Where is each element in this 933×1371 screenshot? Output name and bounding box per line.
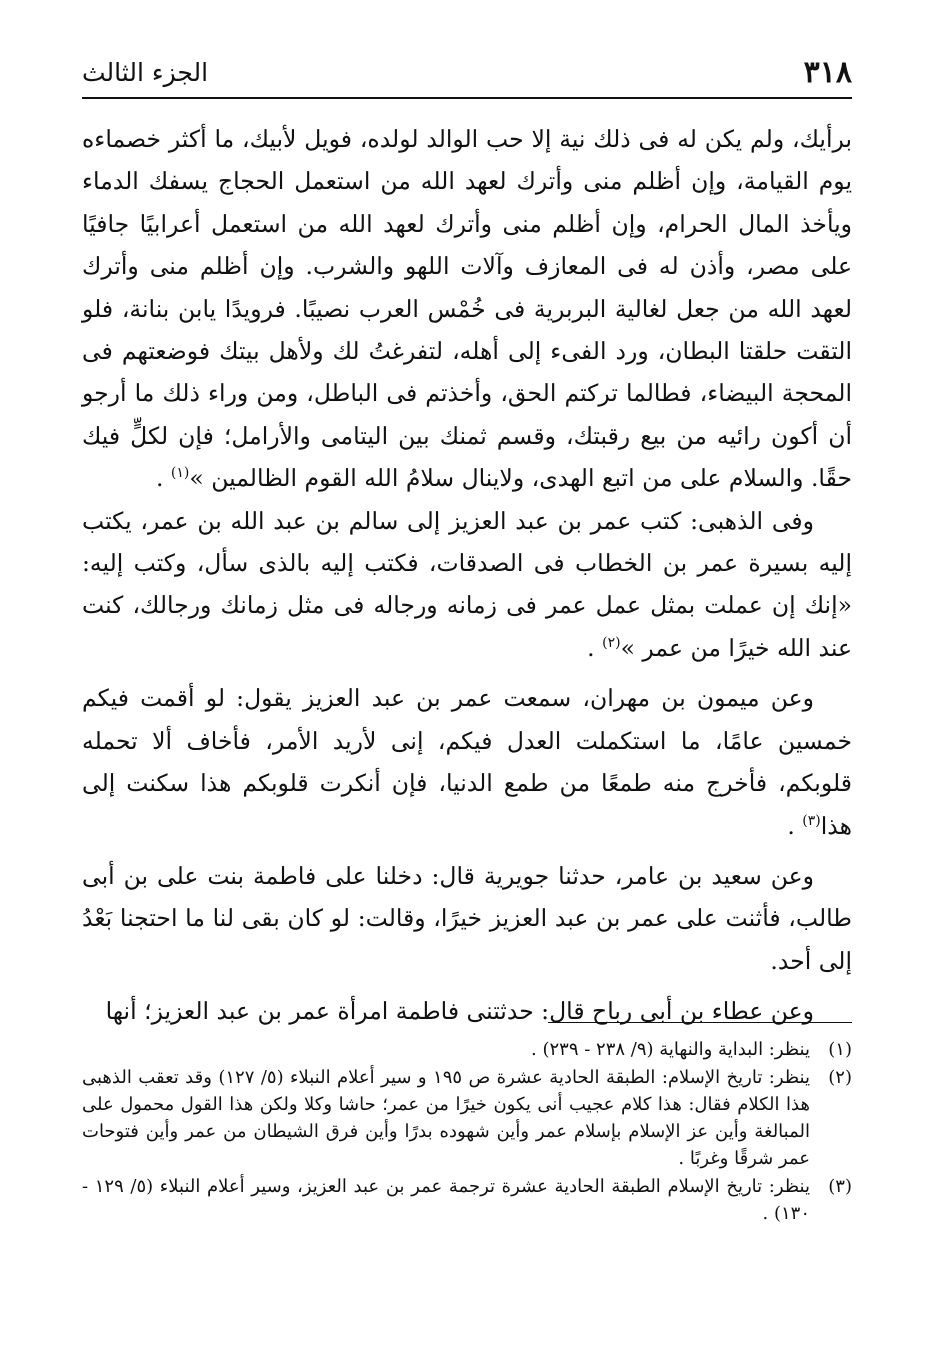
paragraph-3-text: وعن ميمون بن مهران، سمعت عمر بن عبد العزيز يقول: لو أقمت فيكم خمسين عامًا، ما استكملت العدل فيكم، إنى لأريد الأمر، فأخاف ألا تحمله قلوبكم، فأخرج منه طمعًا من طمع الدنيا، فإن أنكرت قلوبكم هذا سكنت إلى هذا	[82, 684, 852, 840]
footnote-number: (٢)	[828, 1067, 852, 1088]
part-title: الجزء الثالث	[82, 58, 209, 87]
paragraph-3: وعن ميمون بن مهران، سمعت عمر بن عبد العزيز يقول: لو أقمت فيكم خمسين عامًا، ما استكملت العدل فيكم، إنى لأريد الأمر، فأخاف ألا تحمله قلوبكم، فأخرج منه طمعًا من طمع الدنيا، فإن أنكرت قلوبكم هذا سكنت إلى هذا$^{(٣)}$ .	[82, 684, 852, 840]
paragraph-1-text: برأيك، ولم يكن له فى ذلك نية إلا حب الوالد لولده، فويل لأبيك، ما أكثر خصماءه يوم القيامة، وإن أظلم منى وأترك لعهد الله من استعمل الحجاج يسفك الدماء ويأخذ المال الحرام، وإن أظلم منى وأترك لعهد الله من استعمل أعرابيًا جافيًا على مصر، وأذن له فى المعازف وآلات اللهو والشرب. وإن أظلم منى وأترك لعهد الله من جعل لغالية البربرية فى خُمْس العرب نصيبًا. فرويدًا يابن بنانة، فلو التقت حلقتا البطان، ورد الفىء إلى أهله، لتفرغتُ لك ولأهل بيتك فوضعتهم فى المحجة البيضاء، فطالما تركتم الحق، وأخذتم فى الباطل، ومن وراء ذلك ما أرجو أن أكون رائيه من بيع رقبتك، وقسم ثمنك بين اليتامى والأرامل؛ فإن لكلٍّ فيك حقًا. والسلام على من اتبع الهدى، ولاينال سلامُ الله القوم الظالمين »	[82, 125, 852, 493]
footnote-text: ينظر: تاريخ الإسلام: الطبقة الحادية عشرة ص ١٩٥ و سير أعلام النبلاء (٥/ ١٢٧) وقد تعقب الذهبى هذا الكلام فقال: هذا كلام عجيب أنى يكون خيرًا من عمر؛ حاشا وكلا ولكن هذا القول محمول على المبالغة وأين عز الإسلام بإسلام عمر وأين شهوده بدرًا وأين فرق الشيطان من عمر وأين فتوحات عمر شرقًا وغربًا .	[82, 1067, 810, 1169]
page-number: ٣١٨	[803, 55, 852, 90]
main-text	[82, 118, 852, 1033]
footnote-text: ينظر: البداية والنهاية (٩/ ٢٣٨ - ٢٣٩) .	[531, 1039, 810, 1060]
footnote-text: ينظر: تاريخ الإسلام الطبقة الحادية عشرة ترجمة عمر بن عبد العزيز، وسير أعلام النبلاء (٥/ ١٢٩ - ١٣٠) .	[82, 1176, 810, 1224]
footnote-divider	[548, 1022, 852, 1023]
paragraph-5: وعن عطاء بن أبى رباح قال: حدثتنى فاطمة امرأة عمر بن عبد العزيز؛ أنها	[105, 997, 814, 1026]
footnote-ref-3: (٣)	[802, 812, 821, 829]
header-divider	[82, 97, 852, 99]
footnote-ref-1: (١)	[170, 465, 190, 482]
footnote-number: (٣)	[828, 1176, 852, 1197]
footnote-3	[82, 1173, 852, 1227]
footnote-number: (١)	[828, 1039, 852, 1060]
paragraph-2-text: وفى الذهبى: كتب عمر بن عبد العزيز إلى سالم بن عبد الله بن عمر، يكتب إليه بسيرة عمر بن الخطاب فى الصدقات، فكتب إليه بالذى سأل، وكتب إليه: «إنك إن عملت بمثل عمل عمر فى زمانه ورجاله فى مثل زمانك ورجالك، كنت عند الله خيرًا من عمر »	[82, 506, 852, 662]
footnote-ref-2: (٢)	[602, 635, 621, 652]
page-header	[82, 52, 852, 92]
footnote-2	[82, 1064, 852, 1172]
paragraph-2: وفى الذهبى: كتب عمر بن عبد العزيز إلى سالم بن عبد الله بن عمر، يكتب إليه بسيرة عمر بن الخطاب فى الصدقات، فكتب إليه بالذى سأل، وكتب إليه: «إنك إن عملت بمثل عمل عمر فى زمانه ورجاله فى مثل زمانك ورجالك، كنت عند الله خيرًا من عمر »$^{(٢)}$ .	[82, 506, 852, 662]
footnotes	[82, 1036, 852, 1228]
footnote-1	[82, 1036, 852, 1063]
paragraph-1: برأيك، ولم يكن له فى ذلك نية إلا حب الوالد لولده، فويل لأبيك، ما أكثر خصماءه يوم القيامة، وإن أظلم منى وأترك لعهد الله من استعمل الحجاج يسفك الدماء ويأخذ المال الحرام، وإن أظلم منى وأترك لعهد الله من استعمل أعرابيًا جافيًا على مصر، وأذن له فى المعازف وآلات اللهو والشرب. وإن أظلم منى وأترك لعهد الله من جعل لغالية البربرية فى خُمْس العرب نصيبًا. فرويدًا يابن بنانة، فلو التقت حلقتا البطان، ورد الفىء إلى أهله، لتفرغتُ لك ولأهل بيتك فوضعتهم فى المحجة البيضاء، فطالما تركتم الحق، وأخذتم فى الباطل، ومن وراء ذلك ما أرجو أن أكون رائيه من بيع رقبتك، وقسم ثمنك بين اليتامى والأرامل؛ فإن لكلٍّ فيك حقًا. والسلام على من اتبع الهدى، ولاينال سلامُ الله القوم الظالمين »$^{(١)}$ .	[82, 125, 852, 493]
paragraph-4: وعن سعيد بن عامر، حدثنا جويرية قال: دخلنا على فاطمة بنت على بن أبى طالب، فأثنت على عمر بن عبد العزيز خيرًا، وقالت: لو كان بقى لنا ما احتجنا بَعْدُ إلى أحد.	[82, 861, 852, 975]
